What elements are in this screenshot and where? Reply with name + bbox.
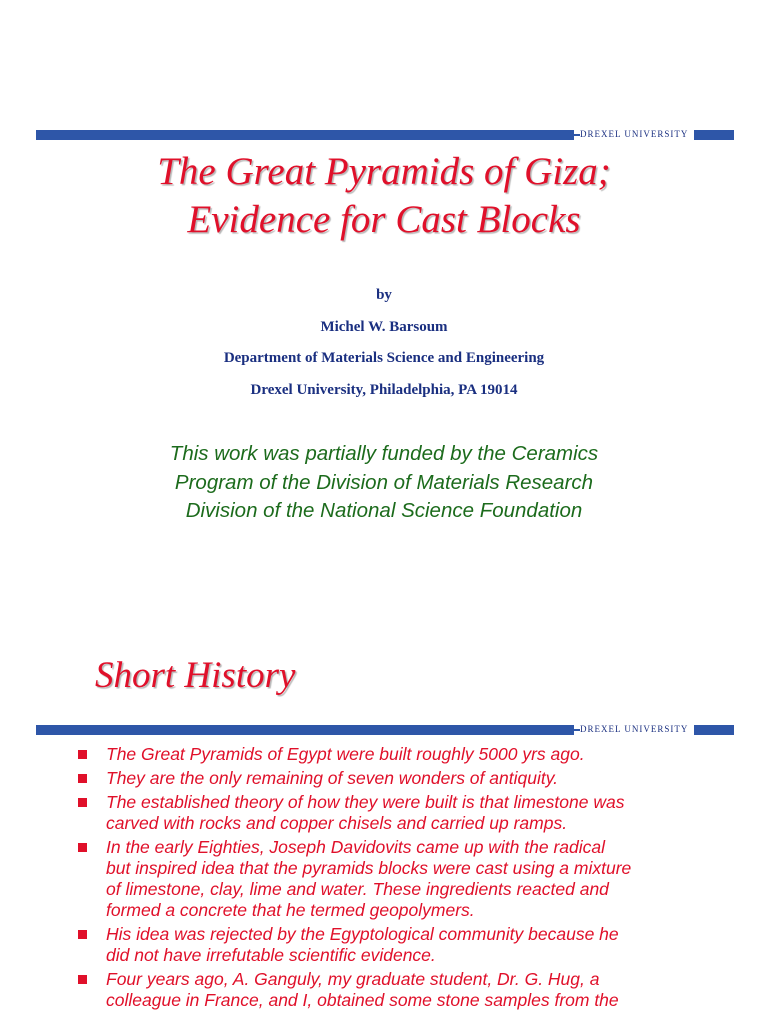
funding-line: This work was partially funded by the Ceramics — [169, 442, 599, 465]
bullet-square-icon — [78, 975, 87, 984]
bullet-square-icon — [78, 798, 87, 807]
slide-title — [0, 148, 768, 244]
bullet-line: Four years ago, A. Ganguly, my graduate student, Dr. G. Hug, a — [106, 969, 600, 989]
history-bullet-list — [78, 744, 718, 1014]
bullet-line: formed a concrete that he termed geopolymers. — [106, 900, 475, 920]
author-name: Michel W. Barsoum — [320, 319, 448, 335]
bullet-line: colleague in France, and I, obtained some stone samples from the — [106, 990, 619, 1010]
org-label: DREXEL UNIVERSITY — [580, 127, 694, 141]
header-rule — [36, 725, 734, 735]
funding-line: Division of the National Science Foundation — [185, 499, 583, 522]
slide-title-line: The Great Pyramids of Giza; — [157, 150, 611, 193]
header-bar-right — [694, 130, 734, 140]
header-bar-left — [36, 130, 574, 140]
bullet-item — [78, 792, 718, 834]
bullet-line: They are the only remaining of seven wonders of antiquity. — [106, 768, 559, 788]
department: Department of Materials Science and Engineering — [223, 350, 545, 366]
bullet-line: In the early Eighties, Joseph Davidovits came up with the radical — [106, 837, 606, 857]
bullet-square-icon — [78, 774, 87, 783]
bullet-line: did not have irrefutable scientific evidence. — [106, 945, 436, 965]
header-rule — [36, 130, 734, 140]
bullet-square-icon — [78, 930, 87, 939]
header-bar-left — [36, 725, 574, 735]
org-label: DREXEL UNIVERSITY — [580, 722, 694, 736]
bullet-item — [78, 768, 718, 789]
by-label: by — [376, 287, 392, 303]
funding-line: Program of the Division of Materials Research — [174, 470, 594, 494]
bullet-line: The Great Pyramids of Egypt were built roughly 5000 yrs ago. — [106, 744, 585, 764]
bullet-item — [78, 969, 718, 1011]
section-title: Short History — [95, 655, 296, 696]
bullet-line: His idea was rejected by the Egyptological community because he — [106, 924, 619, 944]
bullet-line: but inspired idea that the pyramids blocks were cast using a mixture — [106, 858, 632, 878]
bullet-square-icon — [78, 750, 87, 759]
bullet-item — [78, 744, 718, 765]
bullet-line: The established theory of how they were built is that limestone was — [106, 792, 625, 812]
affiliation: Drexel University, Philadelphia, PA 19014 — [250, 382, 518, 398]
bullet-square-icon — [78, 843, 87, 852]
bullet-item — [78, 924, 718, 966]
bullet-item — [78, 837, 718, 921]
header-bar-right — [694, 725, 734, 735]
bullet-line: carved with rocks and copper chisels and carried up ramps. — [106, 813, 568, 833]
funding-note — [0, 440, 768, 526]
slide-title-line: Evidence for Cast Blocks — [187, 198, 581, 241]
bullet-line: of limestone, clay, lime and water. These ingredients reacted and — [106, 879, 609, 899]
